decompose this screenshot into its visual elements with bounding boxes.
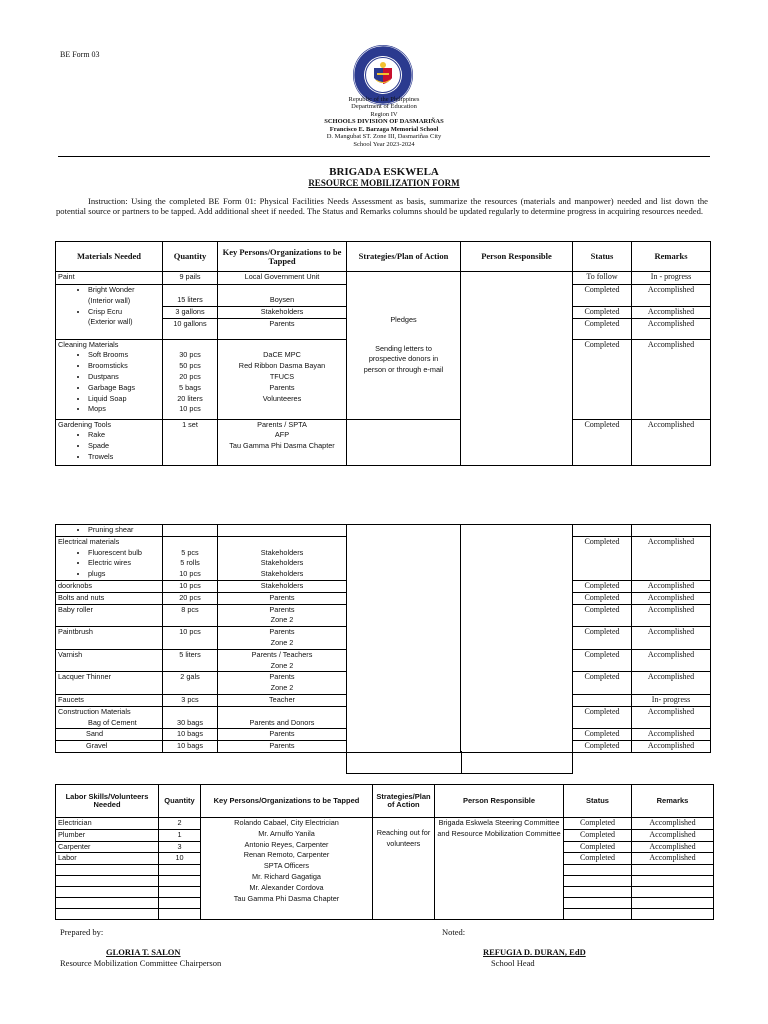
empty-cell [632, 887, 714, 898]
item-rake: • Rake [88, 430, 160, 441]
labor-skill: Electrician [56, 818, 159, 830]
item-gravel: Gravel [56, 741, 163, 753]
empty-cell [218, 525, 347, 537]
school-header [0, 96, 768, 148]
labor-key: Mr. Alexander Cordova [249, 882, 324, 892]
key-cell [218, 627, 347, 650]
empty-cell [163, 525, 218, 537]
school-year: School Year 2023-2024 [353, 140, 415, 148]
col-materials: Materials Needed [56, 242, 163, 272]
key-sand: Parents [218, 729, 347, 741]
qty-plugs: 10 pcs [179, 569, 201, 579]
status-crisp: Completed [573, 318, 632, 339]
labor-qty: 10 [159, 853, 201, 865]
key-cell [218, 604, 347, 627]
labor-status: Completed [564, 829, 632, 841]
col-labor-strategies: Strategies/Plan of Action [373, 785, 435, 818]
labor-key: Renan Remoto, Carpenter [243, 850, 330, 860]
materials-table-page1 [55, 241, 711, 466]
key-cell: Parents [218, 592, 347, 604]
status-cell: Completed [573, 672, 632, 695]
remarks-electrical: Accomplished [632, 536, 711, 580]
qty-cell: 3 pcs [163, 694, 218, 706]
key-gravel: Parents [218, 741, 347, 753]
remarks-gravel: Accomplished [632, 741, 711, 753]
construction-cell [56, 706, 163, 729]
strategy-cell-2 [347, 525, 461, 753]
qty-wires: 5 rolls [180, 558, 200, 568]
col-strategies: Strategies/Plan of Action [347, 242, 461, 272]
qty-cell: 8 pcs [163, 604, 218, 627]
electrical-keys [218, 536, 347, 580]
item-cell: Lacquer Thinner [56, 672, 163, 695]
labor-status: Completed [564, 841, 632, 853]
strategy-letters: Sending letters to prospective donors in person or through e-mail [363, 343, 444, 375]
table-header-row [56, 242, 711, 272]
empty-cell [159, 887, 201, 898]
key-line: Parents [269, 604, 295, 614]
qty-gardening: 1 set [163, 419, 218, 465]
col-labor-person: Person Responsible [435, 785, 564, 818]
key-stakeholders: Stakeholders [260, 547, 304, 557]
materials-table-page2 [55, 524, 711, 753]
republic-text: Republic of the Philippines [348, 96, 420, 103]
noted-label: Noted: [442, 927, 466, 937]
col-labor-status: Status [564, 785, 632, 818]
empty-cell [632, 876, 714, 887]
labor-skill: Carpenter [56, 841, 159, 853]
empty-cell [564, 909, 632, 920]
region-text: Region IV [370, 110, 398, 118]
item-fluorescent: • Fluorescent bulb [88, 548, 160, 559]
key-parents: Parents [269, 382, 295, 392]
empty-cell [56, 887, 159, 898]
qty-cement [163, 706, 218, 729]
qty-cell: 10 pcs [163, 580, 218, 592]
empty-cell [573, 525, 632, 537]
empty-cell [56, 876, 159, 887]
item-paint: Paint [56, 272, 163, 285]
qty-sand: 10 bags [163, 729, 218, 741]
key-line: Parents [269, 627, 295, 637]
table-row [56, 272, 711, 285]
qty-mops: 10 pcs [179, 404, 201, 414]
labor-key: Rolando Cabael, City Electrician [234, 818, 339, 827]
status-cell [573, 694, 632, 706]
item-construction: Construction Materials [58, 706, 131, 716]
labor-remarks: Accomplished [632, 818, 714, 830]
cleaning-cell [56, 339, 163, 419]
item-cement: Bag of Cement [88, 717, 137, 727]
key-dace-mpc: DaCE MPC [263, 350, 301, 360]
item-bright-wonder: Bright Wonder [88, 285, 135, 294]
qty-dustpans: 20 pcs [179, 371, 201, 381]
empty-cell [564, 876, 632, 887]
status-electrical: Completed [573, 536, 632, 580]
col-labor-quantity: Quantity [159, 785, 201, 818]
status-cleaning: Completed [573, 339, 632, 419]
labor-key: Antonio Reyes, Carpenter [244, 839, 329, 849]
cleaning-keys [218, 339, 347, 419]
labor-key: Mr. Arnulfo Yanila [258, 828, 315, 838]
remarks-cell: Accomplished [632, 672, 711, 695]
col-quantity: Quantity [163, 242, 218, 272]
item-cell: Varnish [56, 649, 163, 672]
labor-key: Mr. Richard Gagatiga [252, 871, 321, 881]
school-address: D. Mangubat ST. Zone III, Dasmariñas City [326, 133, 442, 141]
qty-gallons: 3 gallons [163, 306, 218, 318]
key-tau-gamma: Tau Gamma Phi Dasma Chapter [229, 441, 335, 451]
labor-qty: 3 [159, 841, 201, 853]
person-extension [460, 751, 573, 774]
labor-qty: 1 [159, 829, 201, 841]
qty-cell: 2 gals [163, 672, 218, 695]
item-cell: Bolts and nuts [56, 592, 163, 604]
empty-cell [159, 865, 201, 876]
prepared-name: GLORIA T. SALON [106, 947, 181, 957]
status-gardening: Completed [573, 419, 632, 465]
labor-skill: Labor [56, 853, 159, 865]
remarks-bright: Accomplished [632, 285, 711, 307]
empty-cell [56, 909, 159, 920]
item-trowels: • Trowels [88, 452, 160, 463]
key-cell: Teacher [218, 694, 347, 706]
qty-cell: 10 pcs [163, 627, 218, 650]
labor-table [55, 784, 714, 920]
key-crisp: Parents [218, 318, 347, 339]
col-status: Status [573, 242, 632, 272]
qty-liquid-soap: 20 liters [177, 393, 203, 403]
remarks-gallons: Accomplished [632, 306, 711, 318]
empty-cell [159, 876, 201, 887]
item-sand: Sand [56, 729, 163, 741]
key-volunteeres: Volunteeres [262, 393, 302, 403]
key-line-2: Zone 2 [270, 637, 294, 647]
labor-key: SPTA Officers [263, 861, 310, 871]
qty-gravel: 10 bags [163, 741, 218, 753]
key-cell: Stakeholders [218, 580, 347, 592]
item-plugs: • plugs [88, 569, 160, 580]
empty-cell [159, 909, 201, 920]
instruction-text: Instruction: Using the completed BE Form 01: Physical Facilities Needs Assessment as basis, summarize the resources (materials and manpower) needed and list down the potential source or partners to be tapped. Add additional sheet if needed. The Status and Remarks columns should be updated regularly to determine progress in acquiring resources needed. [56, 196, 708, 217]
labor-status: Completed [564, 818, 632, 830]
item-liquid-soap: • Liquid Soap [88, 394, 160, 405]
person-cell-2 [461, 525, 573, 753]
key-line-2: Zone 2 [270, 615, 294, 625]
noted-role: School Head [491, 958, 535, 968]
remarks-cell: Accomplished [632, 580, 711, 592]
item-cleaning: Cleaning Materials [58, 339, 119, 349]
form-title: BRIGADA ESKWELA [329, 166, 439, 178]
key-line-2: Zone 2 [270, 683, 294, 693]
item-mops: • Mops [88, 404, 160, 415]
status-gravel: Completed [573, 741, 632, 753]
item-bright-wonder-sub: (Interior wall) [88, 295, 131, 305]
remarks-cell: Accomplished [632, 627, 711, 650]
labor-header-row [56, 785, 714, 818]
col-remarks: Remarks [632, 242, 711, 272]
school-name: Francisco E. Barzaga Memorial School [329, 125, 439, 133]
table-row [56, 419, 711, 465]
empty-cell [56, 865, 159, 876]
status-cell: Completed [573, 627, 632, 650]
electrical-qtys [163, 536, 218, 580]
item-electric-wires: • Electric wires [88, 558, 160, 569]
person-responsible-cell [461, 272, 573, 466]
qty-paint: 9 pails [163, 272, 218, 285]
qty-soft-brooms: 30 pcs [179, 350, 201, 360]
remarks-cell: Accomplished [632, 592, 711, 604]
strategy-pledges: Pledges [390, 314, 417, 324]
cleaning-qtys [163, 339, 218, 419]
noted-name: REFUGIA D. DURAN, EdD [483, 947, 586, 957]
item-cell: doorknobs [56, 580, 163, 592]
gardening-keys [218, 419, 347, 465]
status-cell: Completed [573, 580, 632, 592]
empty-cell [632, 898, 714, 909]
status-cell: Completed [573, 604, 632, 627]
status-cell: Completed [573, 649, 632, 672]
labor-remarks: Accomplished [632, 841, 714, 853]
item-crisp-ecru-sub: (Exterior wall) [88, 317, 133, 327]
status-cement: Completed [573, 706, 632, 729]
department-text: Department of Education [351, 103, 417, 111]
remarks-cell: In- progress [632, 694, 711, 706]
item-spade: • Spade [88, 441, 160, 452]
table-row [56, 525, 711, 537]
empty-cell [564, 865, 632, 876]
col-labor-skills: Labor Skills/Volunteers Needed [56, 785, 159, 818]
col-labor-key: Key Persons/Organizations to be Tapped [201, 785, 373, 818]
strategy-extension [346, 751, 462, 774]
labor-skill: Plumber [56, 829, 159, 841]
empty-cell [159, 898, 201, 909]
strategy-cell [347, 272, 461, 420]
header-divider [58, 156, 710, 157]
prepared-by-label: Prepared by: [60, 927, 104, 937]
empty-cell [632, 525, 711, 537]
qty-cement-value: 30 bags [177, 717, 203, 727]
key-red-ribbon: Red Ribbon Dasma Bayan [238, 361, 326, 371]
status-sand: Completed [573, 729, 632, 741]
remarks-gardening: Accomplished [632, 419, 711, 465]
key-cement [218, 706, 347, 729]
key-stakeholders: Stakeholders [260, 558, 304, 568]
key-tfucs: TFUCS [269, 371, 295, 381]
status-paint: To follow [573, 272, 632, 285]
table-row [56, 818, 714, 830]
key-cement-value: Parents and Donors [249, 717, 315, 727]
empty-cell [564, 898, 632, 909]
remarks-crisp: Accomplished [632, 318, 711, 339]
remarks-cell: Accomplished [632, 649, 711, 672]
gardening-cell [56, 419, 163, 465]
key-line: Parents / Teachers [251, 649, 313, 659]
form-subtitle: RESOURCE MOBILIZATION FORM [308, 178, 460, 188]
key-cell [218, 649, 347, 672]
item-garbage-bags: • Garbage Bags [88, 383, 160, 394]
division-text: SCHOOLS DIVISION OF DASMARIÑAS [324, 118, 444, 126]
empty-cell [632, 865, 714, 876]
item-pruning-shear: • Pruning shear [88, 525, 160, 536]
key-line-2: Zone 2 [270, 660, 294, 670]
col-key-persons: Key Persons/Organizations to be Tapped [218, 242, 347, 272]
empty-cell [56, 898, 159, 909]
item-cell: Baby roller [56, 604, 163, 627]
status-gallons: Completed [573, 306, 632, 318]
item-cell: Paintbrush [56, 627, 163, 650]
empty-cell [632, 909, 714, 920]
qty-bright: 15 liters [163, 285, 218, 307]
status-cell: Completed [573, 592, 632, 604]
labor-status: Completed [564, 853, 632, 865]
item-broomsticks: • Broomsticks [88, 361, 160, 372]
labor-key: Tau Gamma Phi Dasma Chapter [233, 893, 340, 903]
labor-strategy: Reaching out for volunteers [373, 818, 435, 920]
remarks-sand: Accomplished [632, 729, 711, 741]
item-crisp-ecru: Crisp Ecru [88, 306, 123, 316]
empty-cell [564, 887, 632, 898]
strategy-empty [347, 419, 461, 465]
col-person-responsible: Person Responsible [461, 242, 573, 272]
labor-qty: 2 [159, 818, 201, 830]
labor-remarks: Accomplished [632, 829, 714, 841]
labor-remarks: Accomplished [632, 853, 714, 865]
key-cell [218, 672, 347, 695]
qty-crisp: 10 gallons [163, 318, 218, 339]
status-bright: Completed [573, 285, 632, 307]
item-electrical: Electrical materials [58, 536, 120, 546]
key-paint: Local Government Unit [218, 272, 347, 285]
prepared-role: Resource Mobilization Committee Chairperson [60, 958, 222, 968]
remarks-cement: Accomplished [632, 706, 711, 729]
pruning-cell [56, 525, 163, 537]
labor-keys-cell [201, 818, 373, 920]
key-stakeholders: Stakeholders [218, 306, 347, 318]
key-spta: Parents / SPTA [257, 419, 307, 429]
remarks-cleaning: Accomplished [632, 339, 711, 419]
key-afp: AFP [274, 430, 290, 440]
qty-fluorescent: 5 pcs [181, 547, 199, 557]
qty-garbage-bags: 5 bags [179, 382, 201, 392]
key-line: Parents [269, 672, 295, 682]
qty-cell: 5 liters [163, 649, 218, 672]
key-stakeholders: Stakeholders [260, 569, 304, 579]
key-bright: Boysen [218, 285, 347, 307]
paint-subitems [56, 285, 163, 340]
col-labor-remarks: Remarks [632, 785, 714, 818]
item-soft-brooms: • Soft Brooms [88, 350, 160, 361]
qty-broomsticks: 50 pcs [179, 361, 201, 371]
form-number: BE Form 03 [60, 50, 100, 59]
electrical-cell [56, 536, 163, 580]
item-gardening: Gardening Tools [58, 419, 112, 429]
item-dustpans: • Dustpans [88, 372, 160, 383]
remarks-paint: In - progress [632, 272, 711, 285]
item-cell: Faucets [56, 694, 163, 706]
remarks-cell: Accomplished [632, 604, 711, 627]
qty-cell: 20 pcs [163, 592, 218, 604]
labor-person: Brigada Eskwela Steering Committee and Resource Mobilization Committee [435, 818, 564, 920]
